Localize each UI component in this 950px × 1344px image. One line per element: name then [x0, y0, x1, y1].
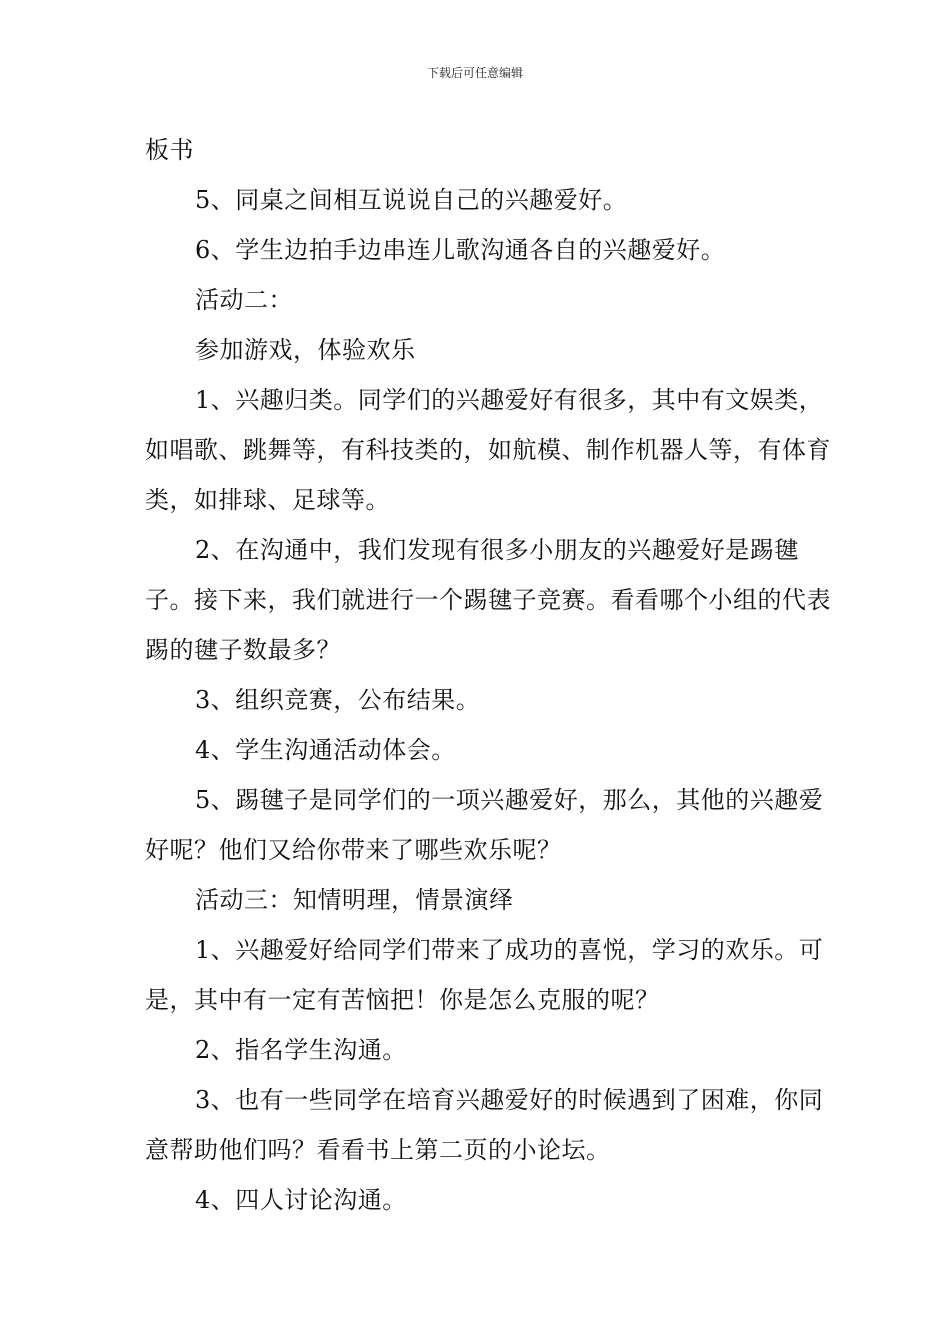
paragraph: 3、也有一些同学在培育兴趣爱好的时候遇到了困难，你同意帮助他们吗？看看书上第二页的小论坛。 [145, 1086, 824, 1164]
paragraph: 1、兴趣爱好给同学们带来了成功的喜悦，学习的欢乐。可是，其中有一定有苦恼把！你是怎么克服的呢？ [145, 936, 824, 1014]
paragraph: 5、同桌之间相互说说自己的兴趣爱好。 [195, 186, 628, 214]
paragraph: 5、踢毽子是同学们的一项兴趣爱好，那么，其他的兴趣爱好呢？他们又给你带来了哪些欢乐呢？ [145, 786, 824, 864]
document-body [145, 125, 835, 1225]
section-subtitle: 参加游戏，体验欢乐 [195, 336, 416, 364]
paragraph: 4、学生沟通活动体会。 [195, 736, 456, 764]
paragraph: 3、组织竞赛，公布结果。 [195, 686, 481, 714]
paragraph: 6、学生边拍手边串连儿歌沟通各自的兴趣爱好。 [195, 236, 726, 264]
paragraph: 2、指名学生沟通。 [195, 1036, 407, 1064]
section-heading: 活动三：知情明理，情景演绎 [195, 886, 514, 914]
paragraph-heading: 板书 [145, 136, 194, 164]
section-heading: 活动二： [195, 286, 293, 314]
paragraph: 2、在沟通中，我们发现有很多小朋友的兴趣爱好是踢毽子。接下来，我们就进行一个踢毽子竞赛。看看哪个小组的代表踢的毽子数最多？ [145, 536, 831, 664]
paragraph: 1、兴趣归类。同学们的兴趣爱好有很多，其中有文娱类，如唱歌、跳舞等，有科技类的，如航模、制作机器人等，有体育类，如排球、足球等。 [145, 386, 831, 514]
paragraph: 4、四人讨论沟通。 [195, 1186, 407, 1214]
page-header: 下载后可任意编辑 [426, 66, 523, 80]
